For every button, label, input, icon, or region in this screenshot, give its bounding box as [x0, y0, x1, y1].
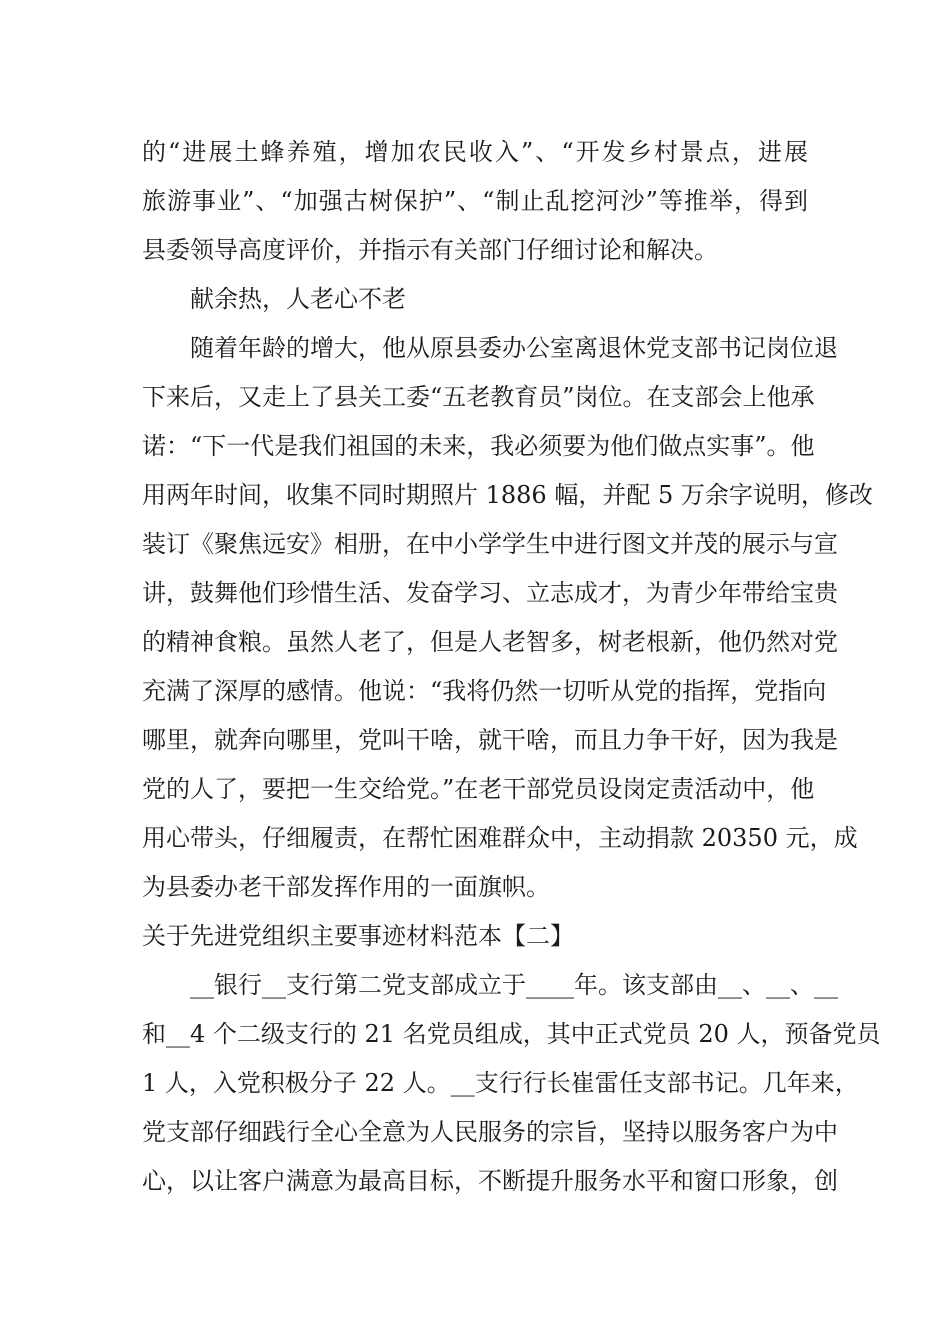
text-line: 党支部仔细践行全心全意为人民服务的宗旨，坚持以服务客户为中: [142, 1118, 838, 1146]
text-line: 为县委办老干部发挥作用的一面旗帜。: [142, 873, 550, 901]
text-line: 用心带头，仔细履责，在帮忙困难群众中，主动捐款 20350 元，成: [142, 824, 858, 852]
text-line: __银行__支行第二党支部成立于____年。该支部由__、__、__: [190, 971, 838, 999]
text-line: 哪里，就奔向哪里，党叫干啥，就干啥，而且力争干好，因为我是: [142, 726, 838, 754]
section-subheading: 献余热，人老心不老: [190, 285, 406, 313]
text-line: 装订《聚焦远安》相册，在中小学学生中进行图文并茂的展示与宣: [142, 530, 838, 558]
text-line: 1 人，入党积极分子 22 人。__支行行长崔雷任支部书记。几年来，: [142, 1069, 859, 1097]
text-line: 讲，鼓舞他们珍惜生活、发奋学习、立志成才，为青少年带给宝贵: [142, 579, 838, 607]
document-body: [142, 128, 881, 1206]
text-line: 充满了深厚的感情。他说：“我将仍然一切听从党的指挥，党指向: [142, 677, 827, 705]
text-line: 用两年时间，收集不同时期照片 1886 幅，并配 5 万余字说明，修改: [142, 481, 873, 509]
text-line: 下来后，又走上了县关工委“五老教育员”岗位。在支部会上他承: [142, 383, 815, 411]
text-line: 随着年龄的增大，他从原县委办公室离退休党支部书记岗位退: [190, 334, 838, 362]
text-line: 旅游事业”、“加强古树保护”、“制止乱挖河沙”等推举，得到: [142, 187, 808, 215]
text-line: 党的人了，要把一生交给党。”在老干部党员设岗定责活动中，他: [142, 775, 815, 803]
text-line: 和__4 个二级支行的 21 名党员组成，其中正式党员 20 人，预备党员: [142, 1020, 881, 1048]
text-line: 的精神食粮。虽然人老了，但是人老智多，树老根新，他仍然对党: [142, 628, 838, 656]
section-title: 关于先进党组织主要事迹材料范本【二】: [142, 922, 574, 950]
text-line: 心，以让客户满意为最高目标，不断提升服务水平和窗口形象，创: [142, 1167, 838, 1195]
text-line: 诺：“下一代是我们祖国的未来，我必须要为他们做点实事”。他: [142, 432, 815, 460]
text-line: 县委领导高度评价，并指示有关部门仔细讨论和解决。: [142, 236, 718, 264]
text-line: 的“进展土蜂养殖，增加农民收入”、“开发乡村景点，进展: [142, 138, 808, 166]
